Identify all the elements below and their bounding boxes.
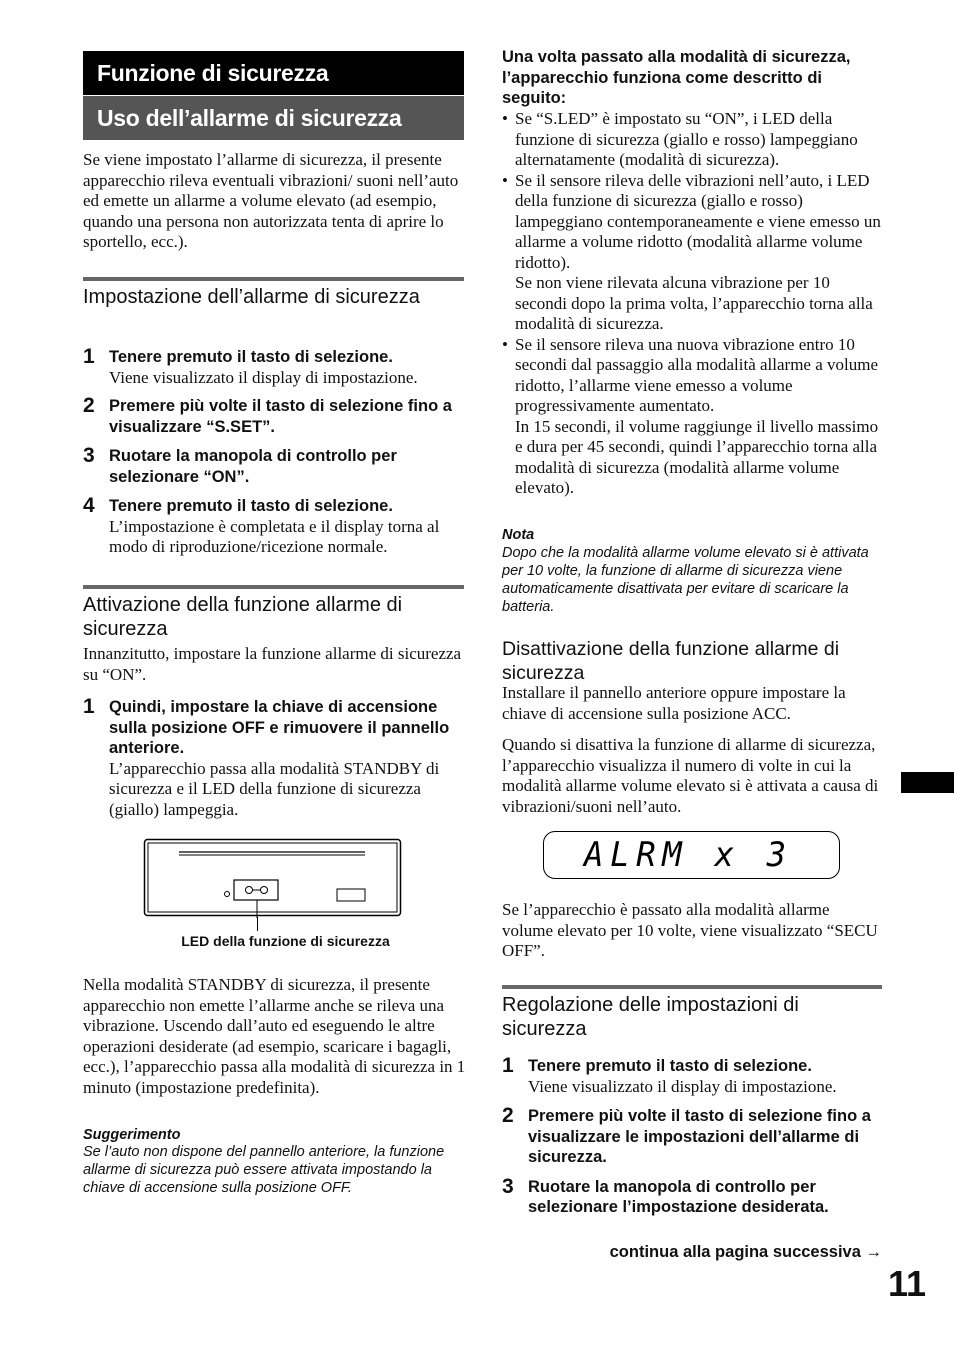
step-item bbox=[83, 446, 468, 487]
attivazione-intro: Innanzitutto, impostare la funzione allarme di sicurezza su “ON”. bbox=[83, 644, 462, 684]
steps-regolazione bbox=[502, 1056, 887, 1218]
section-divider bbox=[83, 277, 464, 281]
heading-disattivazione: Disattivazione della funzione allarme di sicurezza bbox=[502, 638, 840, 684]
arrow-right-icon: → bbox=[865, 1243, 882, 1261]
subsection-title: Uso dell’allarme di sicurezza bbox=[83, 96, 464, 140]
behavior-list bbox=[502, 109, 884, 499]
step-title: Premere più volte il tasto di selezione fino a visualizzare le impostazioni dell’allarme di sicurezza. bbox=[528, 1107, 871, 1166]
step-title: Ruotare la manopola di controllo per selezionare l’impostazione desiderata. bbox=[528, 1177, 829, 1216]
step-title: Tenere premuto il tasto di selezione. bbox=[109, 348, 393, 366]
figure-caption: LED della funzione di sicurezza bbox=[181, 933, 390, 949]
continue-link[interactable] bbox=[520, 1243, 882, 1262]
device-front-panel-icon bbox=[143, 838, 403, 918]
section-title: Funzione di sicurezza bbox=[83, 51, 464, 95]
list-item: • Se il sensore rileva una nuova vibrazione entro 10 secondi dal passaggio alla modalità allarme a volume ridotto, l’allarme viene emesso a volume progressivamente aumentato. In 15 secondi, il volume raggiunge il livello massimo e dura per 45 secondi, quindi l’apparecchio torna alla modalità di sicurezza (modalità allarme volume elevato). bbox=[502, 335, 884, 499]
list-item: • Se il sensore rileva delle vibrazioni nell’auto, i LED della funzione di sicurezza (giallo e rosso) lampeggiano contemporaneamente e viene emesso un allarme a volume ridotto (modalità allarme volume ridotto). Se non viene rilevata alcuna vibrazione per 10 secondi dopo la prima volta, l’apparecchio torna alla modalità di sicurezza. bbox=[502, 171, 884, 335]
callout-line bbox=[257, 917, 258, 931]
step-number: 2 bbox=[83, 394, 95, 417]
heading-impostazione: Impostazione dell’allarme di sicurezza bbox=[83, 286, 420, 308]
step-desc: Viene visualizzato il display di impostazione. bbox=[109, 367, 418, 387]
intro-paragraph: Se viene impostato l’allarme di sicurezza, il presente apparecchio rileva eventuali vibrazioni/ suoni nell’auto ed emette un allarme a volume elevato (ad esempio, quando una persona non autorizzata tenta di aprire lo sportello, ecc.). bbox=[83, 150, 459, 251]
heading-attivazione: Attivazione della funzione allarme di sicurezza bbox=[83, 594, 403, 640]
note-text: Dopo che la modalità allarme volume elevato si è attivata per 10 volte, la funzione di allarme di sicurezza viene automaticamente disattivata per evitare di scaricare la batteria. bbox=[502, 545, 869, 615]
standby-paragraph: Nella modalità STANDBY di sicurezza, il presente apparecchio non emette l’allarme anche se rileva una vibrazione. Uscendo dall’auto ed eseguendo le altre operazioni desiderate (ad esempio, scaricare i bagagli, ecc.), l’apparecchio passa alla modalità di sicurezza in 1 minuto (impostazione predefinita). bbox=[83, 975, 466, 1097]
step-number: 1 bbox=[502, 1054, 514, 1077]
steps-impostazione bbox=[83, 347, 468, 558]
step-item bbox=[502, 1174, 887, 1218]
list-item: • Se “S.LED” è impostato su “ON”, i LED della funzione di sicurezza (giallo e rosso) lampeggiano alternatamente (modalità di sicurezza). bbox=[502, 109, 884, 171]
heading-regolazione: Regolazione delle impostazioni di sicurezza bbox=[502, 994, 799, 1040]
step-number: 2 bbox=[502, 1104, 514, 1127]
page-number: 11 bbox=[887, 1263, 926, 1304]
step-number: 3 bbox=[83, 444, 95, 467]
step-desc: Viene visualizzato il display di impostazione. bbox=[528, 1076, 837, 1096]
lcd-text: ALRM x 3 bbox=[584, 835, 793, 875]
step-desc: L’apparecchio passa alla modalità STANDBY di sicurezza e il LED della funzione di sicurezza (giallo) lampeggia. bbox=[109, 758, 440, 819]
step-item bbox=[502, 1056, 887, 1097]
step-item bbox=[83, 396, 468, 437]
step-title: Premere più volte il tasto di selezione fino a visualizzare “S.SET”. bbox=[109, 397, 452, 436]
step-item bbox=[83, 347, 468, 388]
step-title: Tenere premuto il tasto di selezione. bbox=[528, 1057, 812, 1075]
step-number: 1 bbox=[83, 695, 95, 718]
disattivazione-p1: Installare il pannello anteriore oppure impostare la chiave di accensione sulla posizione ACC. bbox=[502, 683, 846, 723]
step-title: Quindi, impostare la chiave di accensione sulla posizione OFF e rimuovere il pannello anteriore. bbox=[109, 698, 450, 757]
step-item bbox=[83, 496, 468, 558]
continue-text: continua alla pagina successiva bbox=[609, 1243, 861, 1261]
step-number: 3 bbox=[502, 1174, 514, 1198]
step-item bbox=[83, 697, 468, 820]
step-title: Ruotare la manopola di controllo per selezionare “ON”. bbox=[109, 447, 397, 486]
step-number: 4 bbox=[83, 494, 95, 517]
section-divider bbox=[502, 985, 882, 989]
lcd-display bbox=[543, 831, 840, 879]
step-desc: L’impostazione è completata e il display torna al modo di riproduzione/ricezione normale. bbox=[109, 516, 440, 556]
disattivazione-p3: Se l’apparecchio è passato alla modalità allarme volume elevato per 10 volte, viene visualizzato “SECU OFF”. bbox=[502, 900, 878, 960]
device-illustration bbox=[143, 838, 403, 918]
thumb-tab bbox=[901, 772, 954, 793]
tip-heading: Suggerimento bbox=[83, 1127, 181, 1143]
disattivazione-p2: Quando si disattiva la funzione di allarme di sicurezza, l’apparecchio visualizza il numero di volte in cui la modalità allarme volume elevato si è attivata a causa di vibrazioni/suoni nell’auto. bbox=[502, 735, 879, 816]
note-heading: Nota bbox=[502, 527, 535, 543]
tip-text: Se l’auto non dispone del pannello anteriore, la funzione allarme di sicurezza può essere attivata impostando la chiave di accensione sulla posizione OFF. bbox=[83, 1144, 445, 1196]
step-title: Tenere premuto il tasto di selezione. bbox=[109, 497, 393, 515]
step-item bbox=[502, 1106, 887, 1168]
section-divider bbox=[83, 585, 464, 589]
right-lead: Una volta passato alla modalità di sicurezza, l’apparecchio funziona come descritto di seguito: bbox=[502, 48, 851, 107]
step-number: 1 bbox=[83, 345, 95, 368]
